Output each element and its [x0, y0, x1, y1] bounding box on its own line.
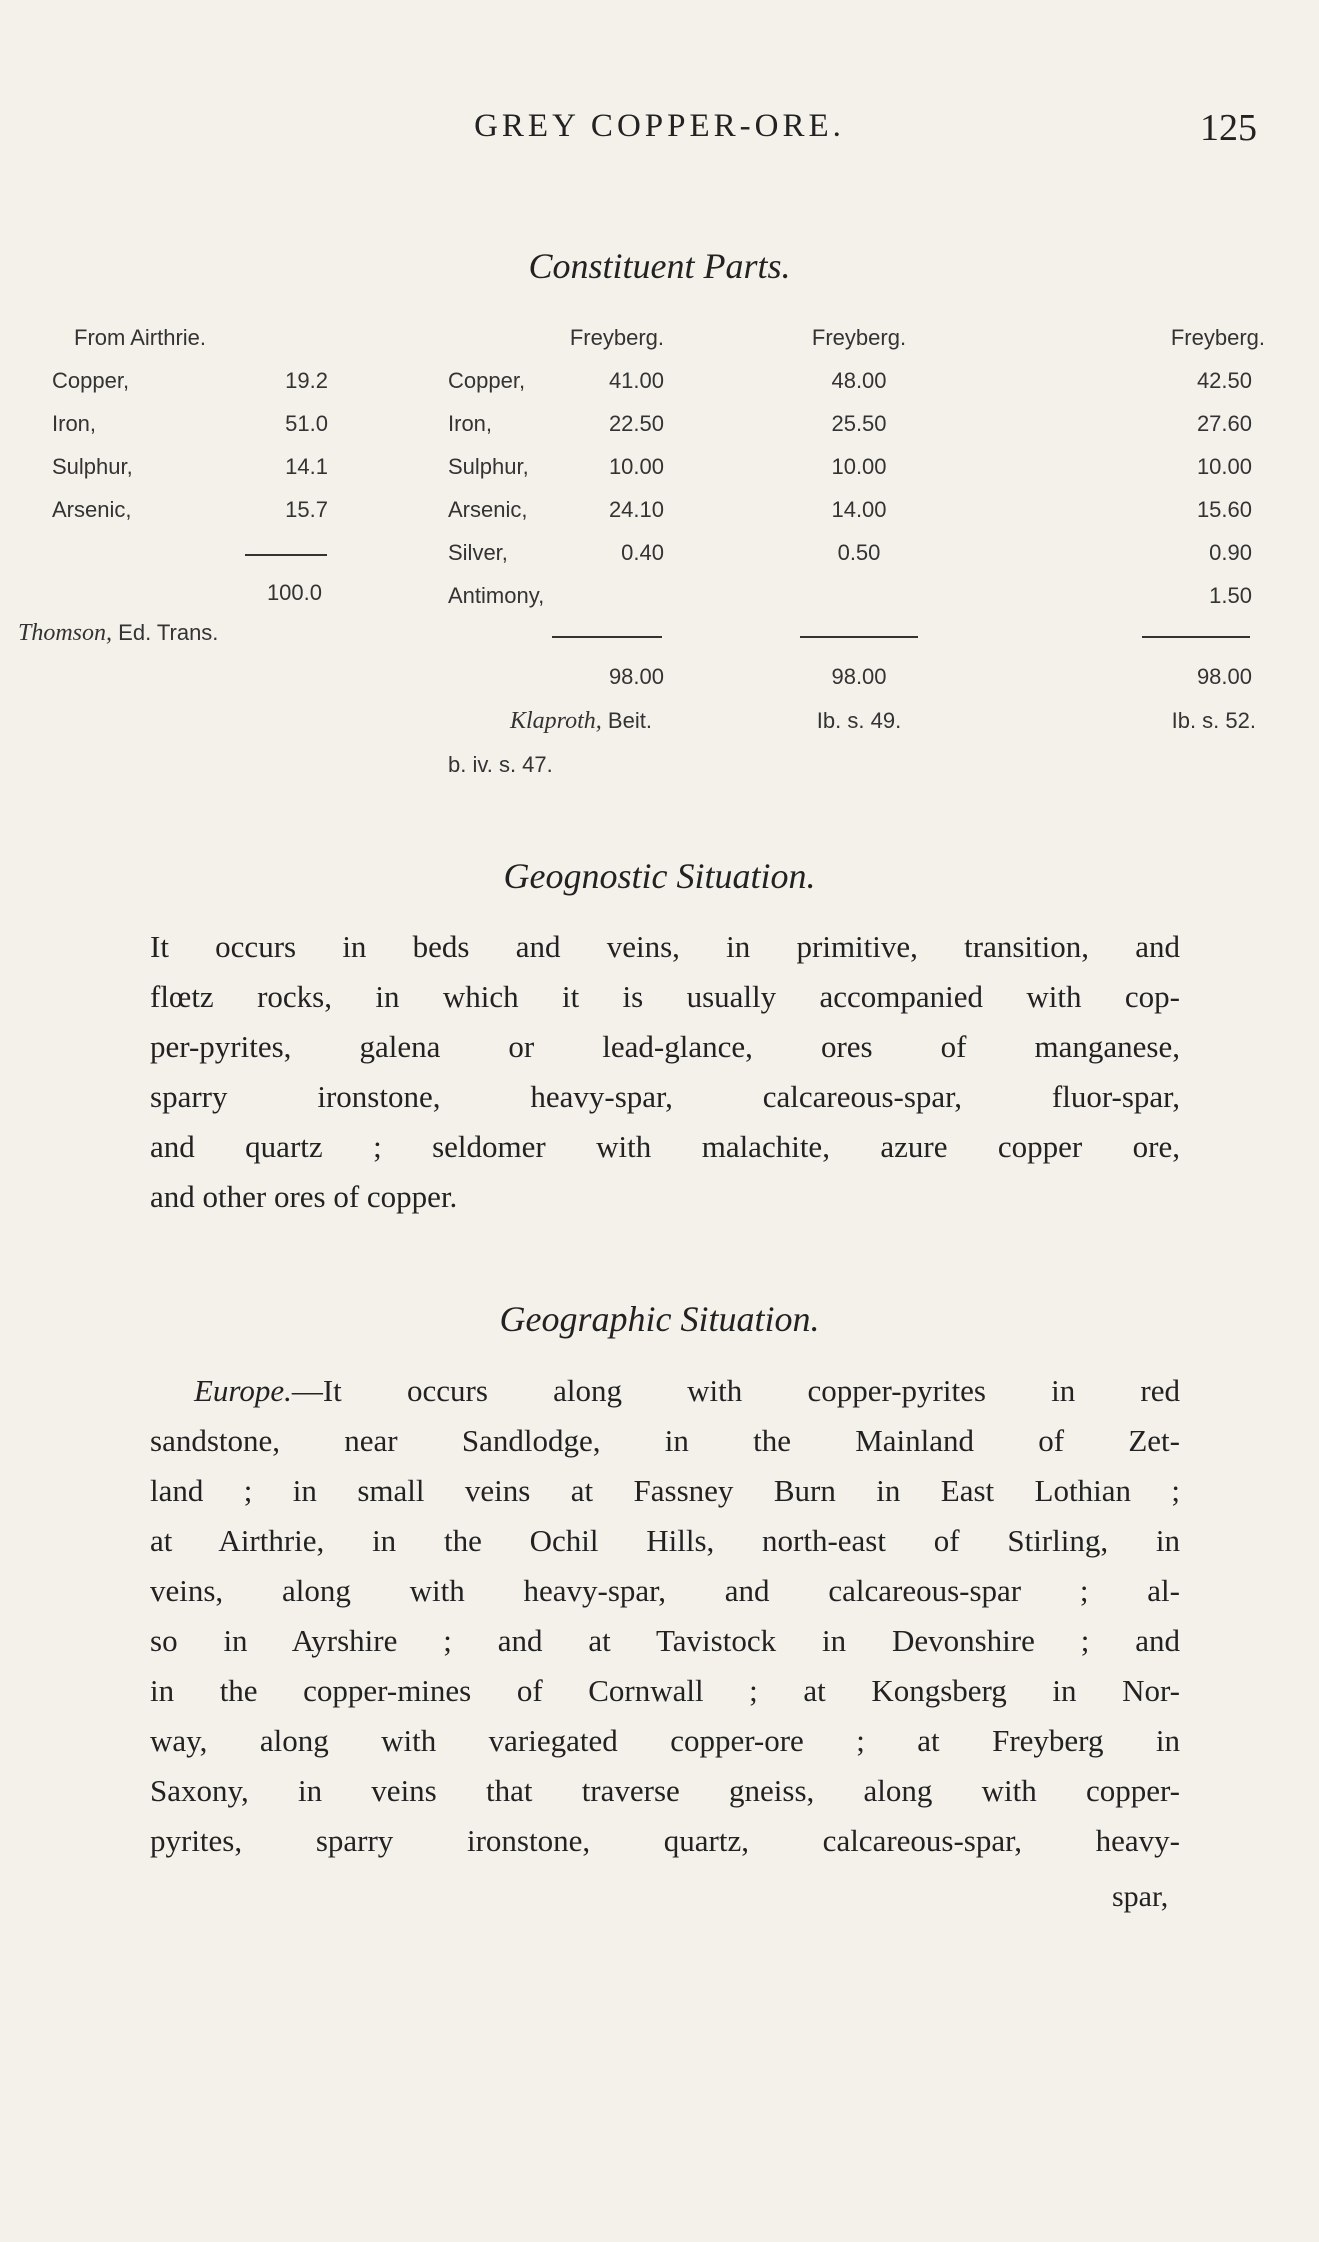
- freyberg-value: 15.60: [1196, 497, 1252, 522]
- freyberg-value: 10.00: [1196, 454, 1252, 479]
- airthrie-source-author: Thomson,: [18, 620, 113, 646]
- freyberg-heading-3: Freyberg.: [1170, 325, 1265, 350]
- freyberg-value: 42.50: [1196, 368, 1252, 393]
- freyberg-value: 24.10: [608, 497, 664, 522]
- text-line: way, along with variegated copper-ore ; at Freyberg in: [150, 1723, 1180, 1758]
- airthrie-total: 100.0: [266, 580, 322, 605]
- freyberg-value: 0.90: [1209, 540, 1252, 565]
- text-line: and quartz ; seldomer with malachite, azure copper ore,: [150, 1129, 1180, 1164]
- freyberg-row-name: Iron,: [448, 411, 493, 436]
- freyberg-ref-3: Ib. s. 52.: [1171, 708, 1256, 733]
- running-title: GREY COPPER-ORE.: [474, 108, 845, 144]
- text-line: It occurs in beds and veins, in primitive, transition, and: [150, 929, 1180, 964]
- freyberg-sum-rule-2: [800, 636, 918, 638]
- freyberg-row-name: Antimony,: [448, 583, 545, 608]
- freyberg-source-rest: Beit.: [607, 708, 652, 733]
- freyberg-value: 25.50: [831, 411, 887, 436]
- geographic-paragraph: [150, 1366, 1180, 1866]
- catchword: spar,: [1112, 1880, 1169, 1913]
- freyberg-heading-2: Freyberg.: [811, 325, 907, 350]
- text-line: [150, 1366, 1180, 1416]
- airthrie-source: [18, 620, 218, 647]
- geographic-heading: Geographic Situation.: [499, 1299, 820, 1339]
- freyberg-sum-rule-3: [1142, 636, 1250, 638]
- text-line: at Airthrie, in the Ochil Hills, north-east of Stirling, in: [150, 1523, 1180, 1558]
- text-line: sandstone, near Sandlodge, in the Mainland of Zet-: [150, 1423, 1180, 1458]
- freyberg-row-name: Copper,: [448, 368, 526, 393]
- freyberg-ref-2: Ib. s. 49.: [816, 708, 902, 733]
- text-line: veins, along with heavy-spar, and calcareous-spar ; al-: [150, 1573, 1180, 1608]
- text-line: in the copper-mines of Cornwall ; at Kongsberg in Nor-: [150, 1673, 1180, 1708]
- text-line: sparry ironstone, heavy-spar, calcareous-spar, fluor-spar,: [150, 1079, 1180, 1114]
- freyberg-source: [510, 708, 652, 735]
- freyberg-source-author: Klaproth,: [510, 708, 602, 734]
- airthrie-row-value: 19.2: [285, 368, 328, 393]
- freyberg-row-name: Sulphur,: [448, 454, 529, 479]
- text-line: land ; in small veins at Fassney Burn in East Lothian ;: [150, 1473, 1180, 1508]
- freyberg-row-name: Silver,: [448, 540, 508, 565]
- freyberg-value: 1.50: [1209, 583, 1252, 608]
- text-line: per-pyrites, galena or lead-glance, ores of manganese,: [150, 1029, 1180, 1064]
- airthrie-sum-rule: [245, 554, 327, 556]
- airthrie-row-value: 15.7: [285, 497, 328, 522]
- freyberg-total-1: 98.00: [608, 664, 664, 689]
- text-line: flœtz rocks, in which it is usually accompanied with cop-: [150, 979, 1180, 1014]
- text-line: Saxony, in veins that traverse gneiss, along with copper-: [150, 1773, 1180, 1808]
- freyberg-heading-1: Freyberg.: [569, 325, 664, 350]
- airthrie-row-name: Sulphur,: [52, 454, 133, 479]
- freyberg-total-2: 98.00: [831, 664, 887, 689]
- freyberg-value: 0.50: [837, 540, 881, 565]
- geognostic-heading: Geognostic Situation.: [503, 856, 816, 896]
- geognostic-paragraph: [150, 922, 1180, 1222]
- freyberg-value: 27.60: [1196, 411, 1252, 436]
- airthrie-row-name: Copper,: [52, 368, 130, 393]
- freyberg-value: 0.40: [621, 540, 664, 565]
- freyberg-value: 10.00: [608, 454, 664, 479]
- airthrie-heading: From Airthrie.: [74, 325, 207, 350]
- table-title: Constituent Parts.: [528, 246, 791, 286]
- freyberg-sum-rule-1: [552, 636, 662, 638]
- text-line: pyrites, sparry ironstone, quartz, calcareous-spar, heavy-: [150, 1823, 1180, 1858]
- freyberg-value: 10.00: [831, 454, 887, 479]
- airthrie-row-name: Arsenic,: [52, 497, 132, 522]
- freyberg-total-3: 98.00: [1196, 664, 1252, 689]
- freyberg-value: 41.00: [608, 368, 664, 393]
- freyberg-value: 48.00: [831, 368, 887, 393]
- airthrie-source-rest: Ed. Trans.: [118, 620, 219, 645]
- freyberg-value: 14.00: [831, 497, 887, 522]
- lead-region: Europe.: [194, 1373, 292, 1408]
- airthrie-row-name: Iron,: [52, 411, 97, 436]
- freyberg-source-line2: b. iv. s. 47.: [448, 752, 553, 777]
- airthrie-row-value: 51.0: [285, 411, 328, 436]
- page-number: 125: [1200, 107, 1257, 149]
- airthrie-row-value: 14.1: [285, 454, 328, 479]
- freyberg-row-name: Arsenic,: [448, 497, 528, 522]
- text-line: so in Ayrshire ; and at Tavistock in Devonshire ; and: [150, 1623, 1180, 1658]
- lead-text: —It occurs along with copper-pyrites in red: [291, 1373, 1180, 1408]
- text-line: and other ores of copper.: [150, 1179, 458, 1214]
- freyberg-value: 22.50: [608, 411, 664, 436]
